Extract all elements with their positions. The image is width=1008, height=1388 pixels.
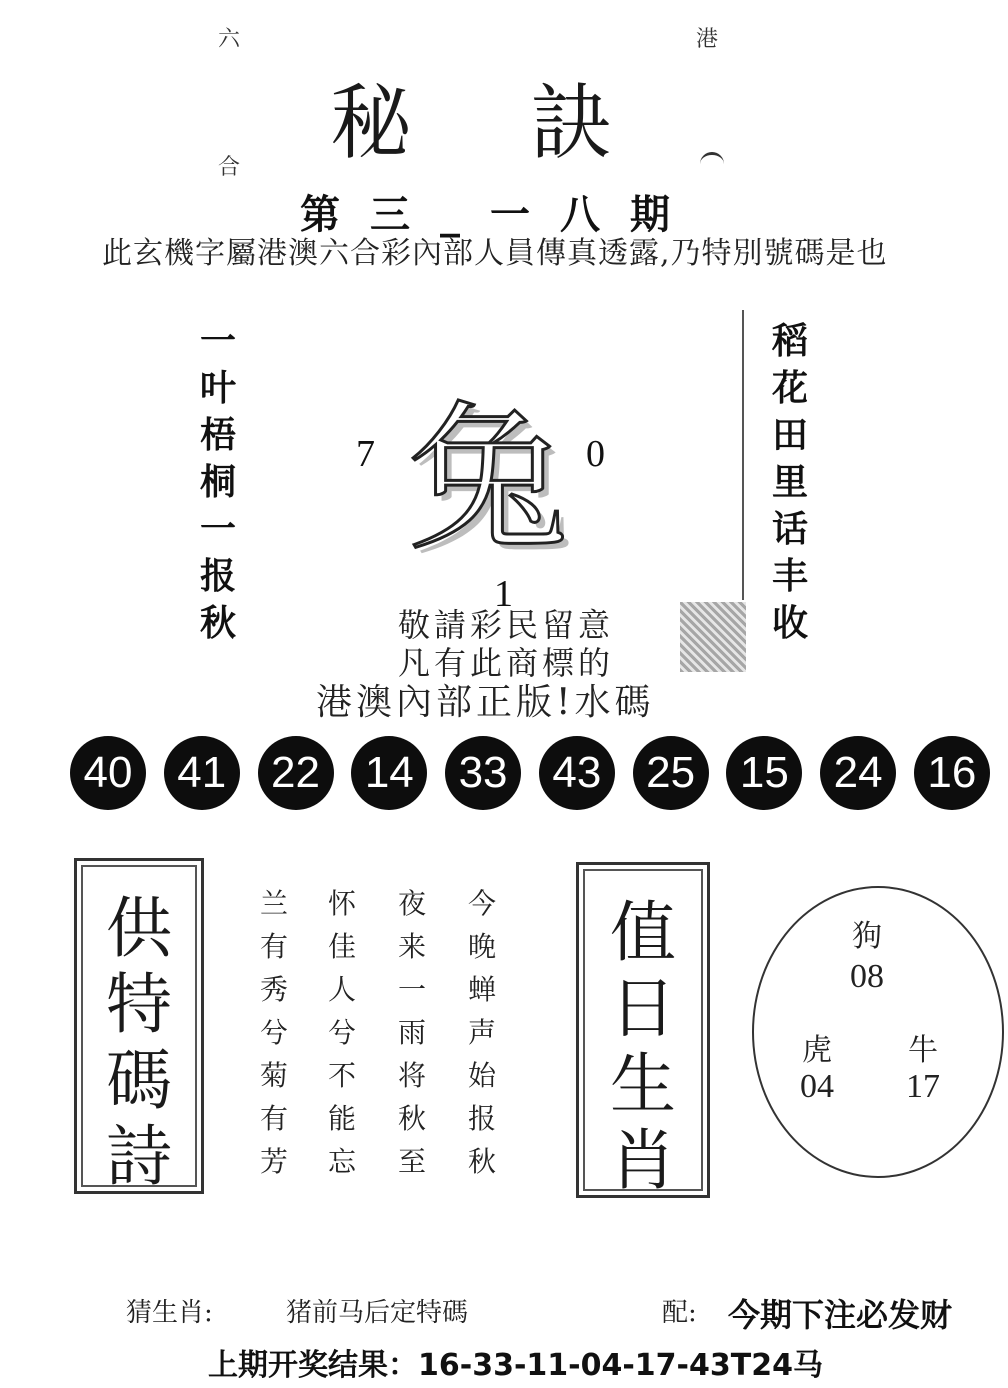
poem-char: 将 — [397, 1059, 426, 1092]
right-char: 话 — [771, 509, 808, 550]
subtitle: 此玄機字屬港澳六合彩內部人員傳真透露,乃特別號碼是也 — [102, 236, 888, 271]
poem-column-3 — [392, 882, 432, 1183]
poem-char: 兮 — [327, 1016, 356, 1049]
divider-line — [742, 310, 744, 600]
box-char: 碼 — [106, 1042, 172, 1119]
guess-label: 猜生肖: — [126, 1298, 213, 1328]
last-draw-result: 上期开奖结果：16-33-11-04-17-43T24马 — [208, 1348, 823, 1383]
left-char: 一 — [199, 321, 236, 362]
guess-text: 猪前马后定特碼 — [286, 1298, 469, 1328]
poem-char: 声 — [467, 1016, 496, 1049]
zodiac-right-animal: 牛 — [908, 1033, 938, 1068]
box-char: 日 — [610, 970, 676, 1047]
right-char: 花 — [771, 368, 808, 409]
box-char: 供 — [106, 890, 172, 967]
poem-char: 秋 — [397, 1102, 426, 1135]
box-char: 生 — [610, 1046, 676, 1123]
center-number-right: 0 — [586, 433, 605, 475]
poem-char: 能 — [327, 1102, 356, 1135]
poem-char: 报 — [467, 1102, 496, 1135]
poem-char: 不 — [327, 1059, 356, 1092]
center-number-left: 7 — [356, 433, 375, 475]
number-balls — [70, 736, 990, 810]
left-char: 梧 — [199, 415, 236, 456]
pair-label: 配: — [662, 1298, 697, 1328]
poem-column-1 — [254, 882, 294, 1183]
zodiac-left-animal: 虎 — [802, 1033, 832, 1068]
poem-char: 今 — [467, 887, 496, 920]
center-animal-char: 兔 — [408, 386, 569, 573]
poem-char: 菊 — [259, 1059, 288, 1092]
number-ball: 41 — [164, 736, 240, 810]
daily-zodiac-box — [576, 862, 710, 1198]
number-ball: 33 — [445, 736, 521, 810]
poem-char: 芳 — [259, 1145, 288, 1178]
zodiac-top-number: 08 — [850, 958, 884, 995]
number-ball: 43 — [539, 736, 615, 810]
poem-char: 忘 — [327, 1145, 356, 1178]
poem-char: 怀 — [327, 887, 356, 920]
corner-char-bottom-left: 合 — [218, 155, 241, 180]
poem-char: 人 — [327, 973, 356, 1006]
notice-line-2: 凡有此商標的 — [398, 644, 615, 682]
zodiac-top-animal: 狗 — [852, 919, 882, 954]
notice-line-3: 港澳內部正版!水碼 — [316, 682, 655, 723]
box-char: 值 — [610, 894, 676, 971]
poem-column-2 — [322, 882, 362, 1183]
trademark-stamp — [680, 602, 746, 672]
right-char: 稻 — [771, 321, 808, 362]
daily-zodiac-label — [579, 895, 707, 1199]
poem-char: 秋 — [467, 1145, 496, 1178]
zodiac-left-number: 04 — [800, 1068, 834, 1105]
box-char: 特 — [106, 966, 172, 1043]
corner-mark-bottom-right — [700, 152, 724, 164]
left-char: 叶 — [199, 368, 236, 409]
number-ball: 15 — [726, 736, 802, 810]
poem-char: 兮 — [259, 1016, 288, 1049]
poem-char: 秀 — [259, 973, 288, 1006]
center-number-bottom: 1 — [494, 573, 513, 615]
zodiac-right-number: 17 — [906, 1068, 940, 1105]
left-char: 报 — [199, 556, 236, 597]
left-char: 桐 — [199, 462, 236, 503]
special-poem-box — [74, 858, 204, 1194]
page-title: 秘 訣 — [330, 76, 659, 171]
number-ball: 25 — [633, 736, 709, 810]
left-char: 一 — [199, 509, 236, 550]
poem-char: 来 — [397, 930, 426, 963]
number-ball: 40 — [70, 736, 146, 810]
poem-char: 夜 — [397, 887, 426, 920]
poem-char: 晚 — [467, 930, 496, 963]
poem-char: 始 — [467, 1059, 496, 1092]
right-char: 田 — [771, 415, 808, 456]
poem-char: 一 — [397, 973, 426, 1006]
poem-char: 至 — [397, 1145, 426, 1178]
poem-char: 佳 — [327, 930, 356, 963]
right-char: 丰 — [771, 556, 808, 597]
corner-char-top-right: 港 — [696, 27, 719, 52]
special-poem-label — [77, 891, 201, 1195]
number-ball: 24 — [820, 736, 896, 810]
box-char: 肖 — [610, 1122, 676, 1199]
number-ball: 22 — [258, 736, 334, 810]
box-char: 詩 — [106, 1118, 172, 1195]
left-char: 秋 — [199, 603, 236, 644]
number-ball: 14 — [351, 736, 427, 810]
poem-column-4 — [462, 882, 502, 1183]
right-char: 里 — [771, 462, 808, 503]
right-vertical-text — [760, 318, 820, 647]
notice-line-1: 敬請彩民留意 — [398, 606, 615, 644]
number-ball: 16 — [914, 736, 990, 810]
pair-text: 今期下注必发财 — [728, 1296, 953, 1334]
poem-char: 有 — [259, 1102, 288, 1135]
issue-number: 第三_一八期 — [300, 192, 700, 238]
poem-char: 蝉 — [467, 973, 496, 1006]
right-char: 收 — [771, 603, 808, 644]
corner-char-top-left: 六 — [218, 27, 241, 52]
poem-char: 雨 — [397, 1016, 426, 1049]
poem-char: 兰 — [259, 887, 288, 920]
poem-char: 有 — [259, 930, 288, 963]
left-vertical-text — [188, 318, 248, 647]
